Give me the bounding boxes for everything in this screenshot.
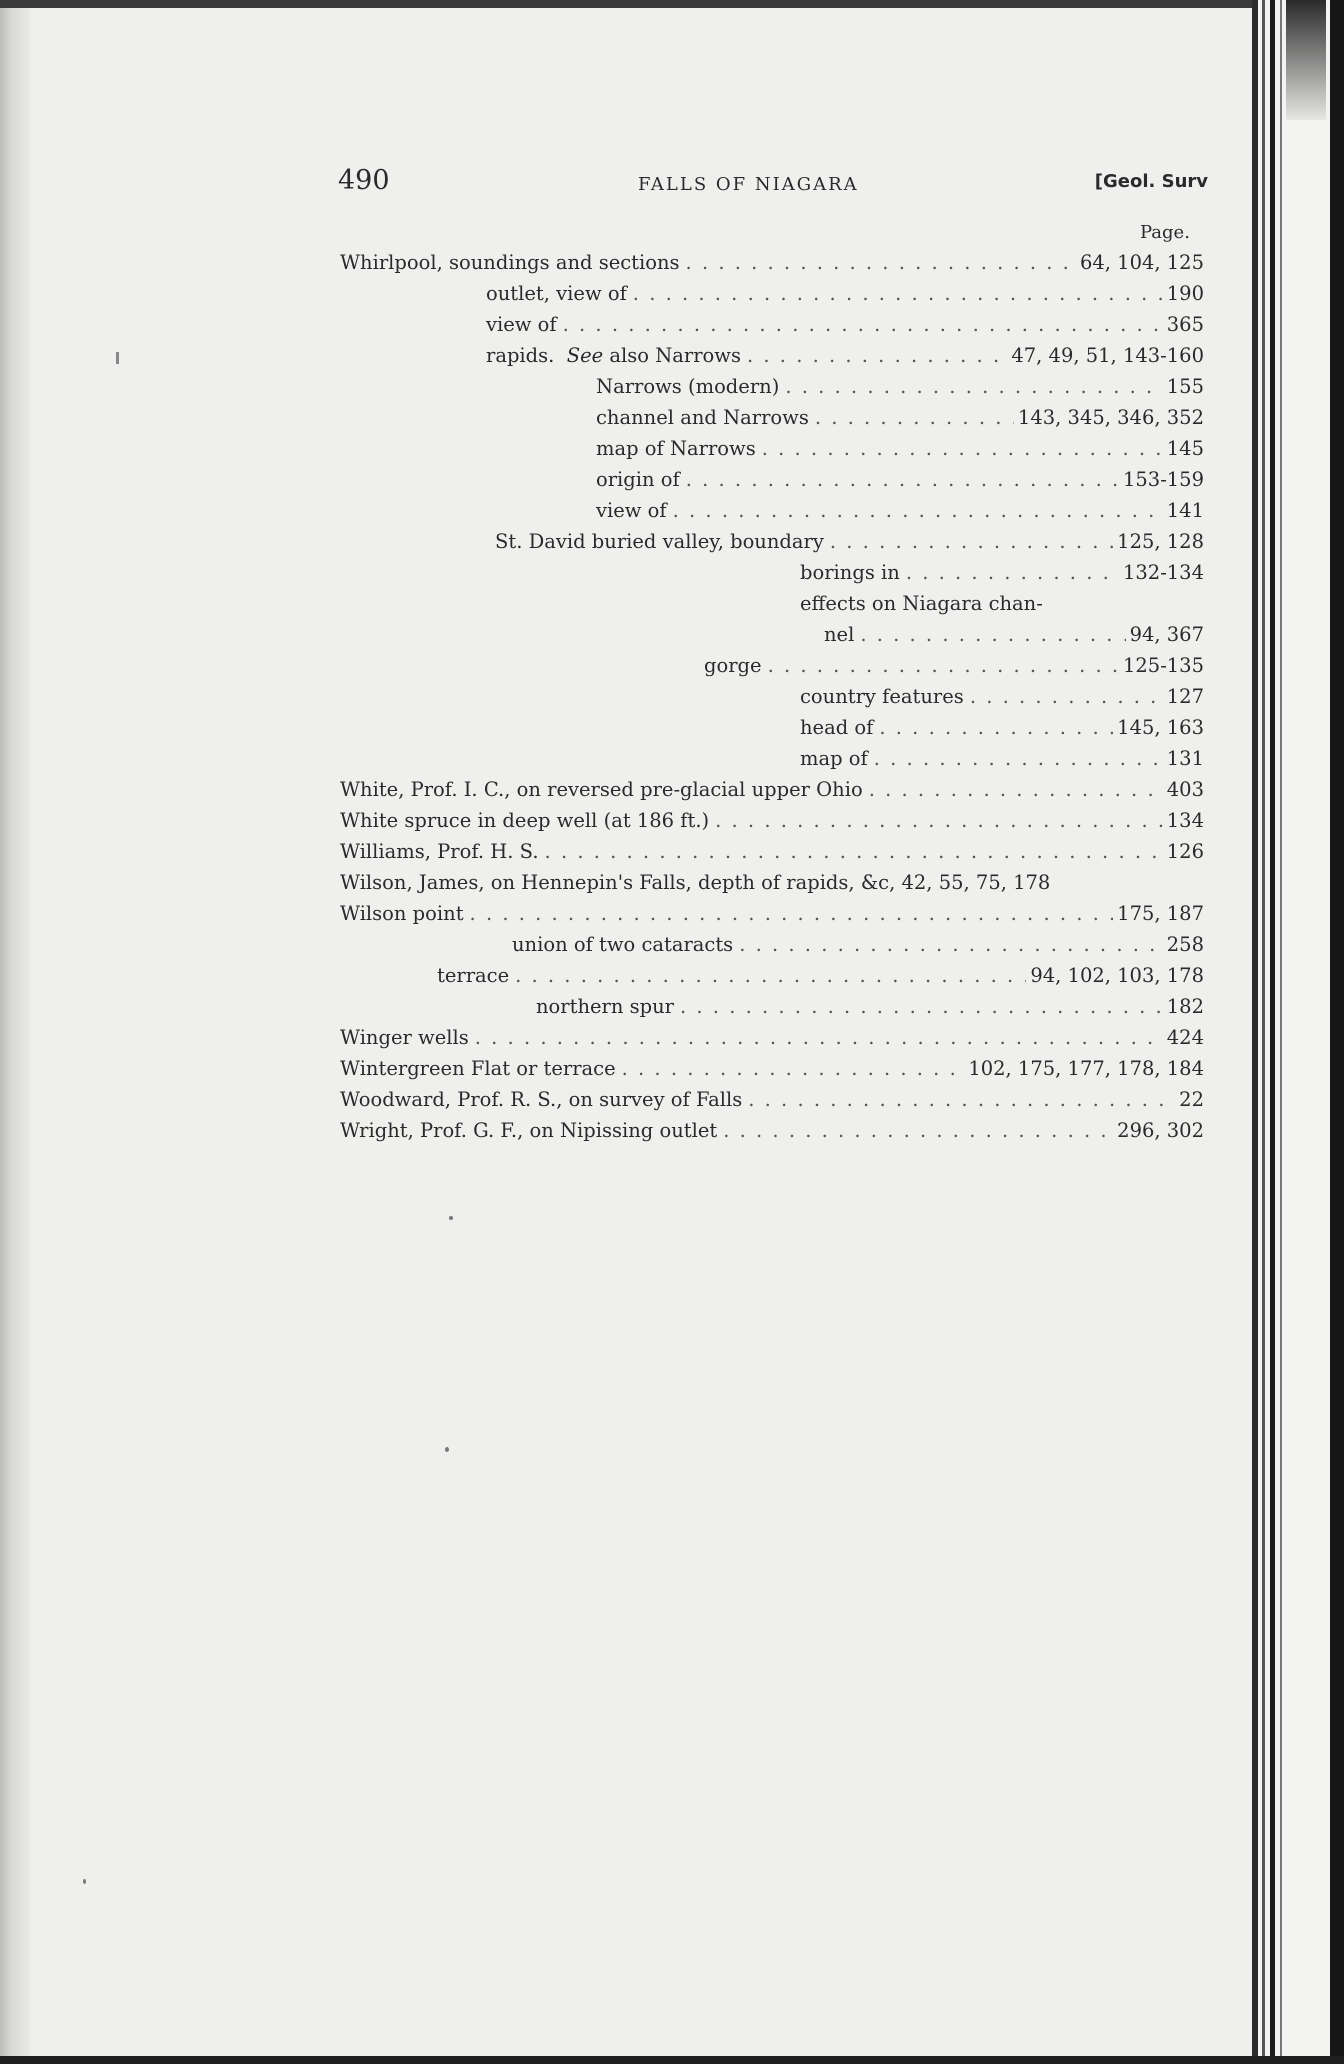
entry-pages: 131 — [1166, 747, 1204, 770]
dot-leader — [464, 899, 1114, 929]
index-entry — [512, 930, 1204, 960]
entry-text: map of Narrows — [596, 437, 756, 460]
entry-pages: 258 — [1166, 933, 1204, 956]
page-column-heading: Page. — [1140, 222, 1190, 243]
index-entry — [340, 899, 1204, 929]
entry-pages: 102, 175, 177, 178, 184 — [968, 1057, 1204, 1080]
entry-see-reference: See — [566, 344, 604, 367]
dot-leader — [854, 620, 1125, 650]
entry-text: Winger wells — [340, 1026, 469, 1049]
entry-text: union of two cataracts — [512, 933, 734, 956]
dot-leader — [509, 961, 1026, 991]
dot-leader — [680, 465, 1119, 495]
entry-text: Narrows (modern) — [596, 375, 780, 398]
index-entry — [340, 248, 1204, 278]
index-entry — [704, 651, 1204, 681]
index-entry — [800, 713, 1204, 743]
entry-text: White spruce in deep well (at 186 ft.) — [340, 809, 710, 832]
dot-leader — [964, 682, 1163, 712]
entry-text: White, Prof. I. C., on reversed pre-glacial upper Ohio — [340, 778, 863, 801]
dot-leader — [863, 775, 1163, 805]
dot-leader — [667, 496, 1163, 526]
index-entry — [800, 558, 1204, 588]
entry-pages: 296, 302 — [1117, 1119, 1204, 1142]
entry-pages: 365 — [1166, 313, 1204, 336]
entry-pages: 132-134 — [1122, 561, 1204, 584]
dot-leader — [742, 1085, 1175, 1115]
index-entry — [340, 1023, 1204, 1053]
entry-text: Wright, Prof. G. F., on Nipissing outlet — [340, 1119, 718, 1142]
dot-leader — [733, 930, 1163, 960]
entry-pages: 145, 163 — [1117, 716, 1204, 739]
index-entry — [800, 589, 1142, 619]
dot-leader — [824, 527, 1113, 557]
entry-pages: 155 — [1166, 375, 1204, 398]
entry-text: view of — [486, 313, 557, 336]
entry-text: effects on Niagara chan- — [800, 592, 1043, 615]
dot-leader — [627, 279, 1163, 309]
index-entry — [340, 806, 1204, 836]
entry-text: gorge — [704, 654, 762, 677]
entry-text: Williams, Prof. H. S. — [340, 840, 539, 863]
entry-text: Woodward, Prof. R. S., on survey of Falls — [340, 1088, 743, 1111]
entry-pages: 125, 128 — [1117, 530, 1204, 553]
dot-leader — [762, 651, 1119, 681]
dot-leader — [469, 1023, 1163, 1053]
index-entry — [340, 1054, 1204, 1084]
index-entry — [340, 775, 1204, 805]
dot-leader — [756, 434, 1163, 464]
entry-text: Wintergreen Flat or terrace — [340, 1057, 616, 1080]
entry-text: view of — [596, 499, 667, 522]
index-entry — [536, 992, 1204, 1022]
entry-text: origin of — [596, 468, 680, 491]
index-entry — [800, 682, 1204, 712]
index-entry — [486, 310, 1204, 340]
entry-pages: 64, 104, 125 — [1079, 251, 1204, 274]
entry-text: map of — [800, 747, 868, 770]
entry-text: northern spur — [536, 995, 675, 1018]
index-entry — [824, 620, 1204, 650]
index-entry — [596, 372, 1204, 402]
entry-pages: 424 — [1166, 1026, 1204, 1049]
entry-pages: 190 — [1166, 282, 1204, 305]
dot-leader — [717, 1116, 1113, 1146]
entry-text: borings in — [800, 561, 900, 584]
dot-leader — [616, 1054, 965, 1084]
entry-text: terrace — [437, 964, 510, 987]
dot-leader — [680, 248, 1076, 278]
index-entry — [486, 279, 1204, 309]
entry-pages: 134 — [1166, 809, 1204, 832]
entry-pages: 22 — [1179, 1088, 1204, 1111]
entry-text: Wilson, James, on Hennepin's Falls, depth of rapids, &c, 42, 55, 75, 178 — [340, 871, 1051, 894]
entry-pages: 94, 367 — [1129, 623, 1204, 646]
entry-pages: 126 — [1166, 840, 1204, 863]
entry-pages: 47, 49, 51, 143-160 — [1011, 344, 1204, 367]
running-title: FALLS OF NIAGARA — [638, 174, 859, 195]
entry-text: Whirlpool, soundings and sections — [340, 251, 680, 274]
entry-text: head of — [800, 716, 874, 739]
dot-leader — [779, 372, 1162, 402]
entry-text: also Narrows — [609, 344, 741, 367]
entry-pages: 182 — [1166, 995, 1204, 1018]
index-entry — [495, 527, 1204, 557]
index-entry — [486, 341, 1204, 371]
entry-pages: 145 — [1166, 437, 1204, 460]
entry-pages: 153-159 — [1122, 468, 1204, 491]
entry-pages: 127 — [1166, 685, 1204, 708]
index-entry — [596, 465, 1204, 495]
entry-pages: 175, 187 — [1117, 902, 1204, 925]
dot-leader — [741, 341, 1007, 371]
index-entry — [340, 868, 1204, 898]
entry-pages: 125-135 — [1122, 654, 1204, 677]
entry-text: nel — [824, 623, 855, 646]
entry-text: St. David buried valley, boundary — [495, 530, 824, 553]
entry-pages: 141 — [1166, 499, 1204, 522]
entry-text: country features — [800, 685, 964, 708]
entry-pages: 143, 345, 346, 352 — [1017, 406, 1204, 429]
dot-leader — [873, 713, 1113, 743]
entry-text-prefix: rapids. — [486, 344, 555, 367]
index-entry — [340, 1085, 1204, 1115]
entry-text: outlet, view of — [486, 282, 627, 305]
entry-text: channel and Narrows — [596, 406, 809, 429]
dot-leader — [674, 992, 1163, 1022]
index-entry — [800, 744, 1204, 774]
dot-leader — [557, 310, 1163, 340]
series-label: [Geol. Surv — [1094, 171, 1208, 192]
dot-leader — [539, 837, 1163, 867]
dot-leader — [809, 403, 1014, 433]
entry-pages: 94, 102, 103, 178 — [1030, 964, 1204, 987]
index-entry — [340, 837, 1204, 867]
index-entry — [437, 961, 1204, 991]
entry-text: Wilson point — [340, 902, 464, 925]
dot-leader — [868, 744, 1163, 774]
entry-pages: 403 — [1166, 778, 1204, 801]
index-entry — [596, 434, 1204, 464]
index-entry — [596, 496, 1204, 526]
dot-leader — [900, 558, 1119, 588]
page-number: 490 — [338, 165, 390, 196]
dot-leader — [709, 806, 1163, 836]
index-entry — [340, 1116, 1204, 1146]
index-entry — [596, 403, 1204, 433]
